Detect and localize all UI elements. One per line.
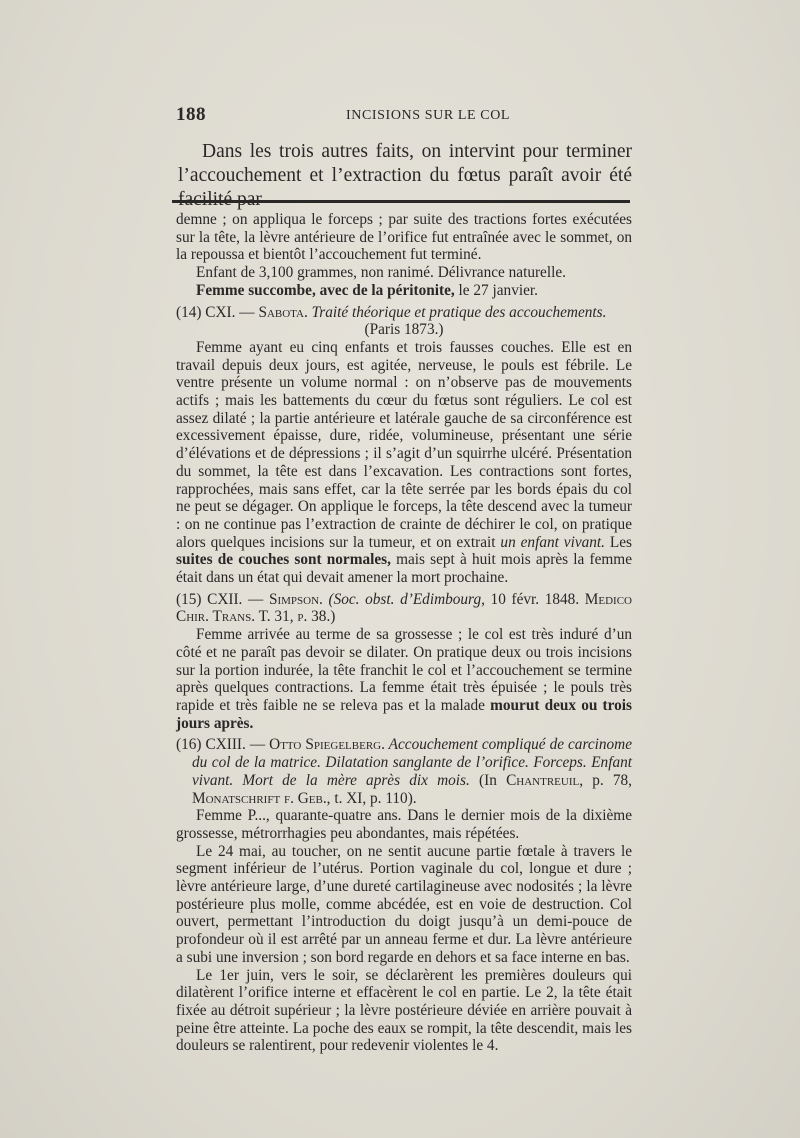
case-16-ref-page: p. 78, bbox=[583, 771, 632, 789]
case-15-text: Femme arrivée au terme de sa grossesse ; le col est très induré d’un côté et ne paraît pas devoir se dilater. On pratique deux ou trois incisions sur la portion indurée, la tête franchit le col et l’accouchement se termine après quelques contractions. La femme était très épuisée ; le pouls très rapide et très faible ne se releva pas et la malade bbox=[176, 626, 632, 714]
case-15-source: (Soc. obst. d’Edimbourg, bbox=[322, 590, 485, 608]
page-number: 188 bbox=[176, 104, 206, 125]
case-16-heading bbox=[176, 736, 632, 807]
running-title: INCISIONS SUR LE COL bbox=[346, 108, 511, 123]
overlapping-page-text: Dans les trois autres faits, on intervint pour terminer l’accouchement et l’extraction du fœtus paraît avoir été facilité par bbox=[178, 141, 632, 210]
case-14-mid: Les bbox=[604, 533, 632, 551]
case-14-title: Traité théorique et pratique des accouchements. bbox=[307, 303, 607, 321]
case-14-heading bbox=[176, 304, 632, 322]
outcome-date: le 27 janvier. bbox=[454, 281, 538, 299]
continuation-paragraph: demne ; on appliqua le forceps ; par suite des tractions fortes exécutées sur la tête, la lèvre antérieure de l’orifice fut entraînée avec le sommet, on la repoussa et bientôt l’accouchement fut terminé. bbox=[176, 211, 632, 264]
page-body bbox=[176, 211, 632, 1055]
case-14-paragraph bbox=[176, 339, 632, 587]
case-16-title: Accouchement compliqué de carcinome du col de la matrice. Dilatation sanglante de l’orifice. Forceps. Enfant vivant. Mort de la mère après dix mois. bbox=[192, 736, 632, 789]
case-14-text: Femme ayant eu cinq enfants et trois fausses couches. Elle est en travail depuis deux jours, est agitée, nerveuse, le pouls est fébrile. Le ventre présente un volume normal : on n’observe pas de mouvements actifs ; mais les battements du cœur du fœtus sont réguliers. Le col est assez dilaté ; la partie antérieure et latérale gauche de sa circonférence est excessivement épaisse, dure, ridée, volumineuse, présentant une série d’élévations et de dépressions ; il s’agit d’un squirrhe ulcéré. Présentation du sommet, la tête est dans l’excavation. Les contractions sont fortes, rapprochées, mais sans effet, car la tête serrée par les bords épais du col ne peut se dégager. On applique le forceps, la tête descend avec la tumeur : on ne continue pas l’extraction de crainte de déchirer le col, on pratique alors quelques incisions sur la tumeur, et on extrait bbox=[176, 338, 632, 551]
case-15-heading bbox=[176, 591, 632, 626]
page-edge-rule bbox=[172, 200, 630, 203]
case-14-italic: un enfant vivant. bbox=[500, 533, 605, 551]
infant-note: Enfant de 3,100 grammes, non ranimé. Délivrance naturelle. bbox=[196, 264, 566, 282]
case-16-number: (16) CXIII. — bbox=[176, 736, 270, 754]
case-14-place: (Paris 1873.) bbox=[364, 321, 444, 339]
page-header bbox=[176, 104, 628, 126]
case-14-author: Sabota. bbox=[258, 303, 308, 321]
case-15-paragraph bbox=[176, 626, 632, 732]
case-16-paragraph-1: Femme P..., quarante-quatre ans. Dans le dernier mois de la dixième grossesse, métrorrhagies peu abondantes, mais répétées. bbox=[176, 807, 632, 842]
case-16-ref-journal: Monatschrift f. Geb., bbox=[192, 789, 331, 807]
case-15-number: (15) CXII. — bbox=[176, 590, 269, 608]
case-16-paragraph-3: Le 1er juin, vers le soir, se déclarèrent les premières douleurs qui dilatèrent l’orifice interne et effacèrent le col en partie. Le 2, la tête était fixée au détroit supérieur ; la lèvre postérieure déviée en arrière pouvait à peine être atteinte. La poche des eaux se rompit, la tête descendit, mais les douleurs se ralentirent, pour redevenir violentes le 4. bbox=[176, 966, 632, 1055]
case-15-bold: mourut deux ou trois jours après. bbox=[176, 696, 632, 732]
case-15-journal: Medico Chir. Trans. T. 31, p. 38.) bbox=[176, 590, 632, 626]
case-14-end: mais sept à huit mois après la femme était dans un état qui devait amener la mort prochaine. bbox=[176, 551, 632, 587]
case-16-author: Otto Spiegelberg. bbox=[269, 736, 385, 754]
case-16-ref-in: (In bbox=[469, 771, 507, 789]
case-14-bold: suites de couches sont normales, bbox=[176, 551, 391, 569]
case-14-number: (14) CXI. — bbox=[176, 303, 259, 321]
case-16-paragraph-2: Le 24 mai, au toucher, on ne sentit aucune partie fœtale à travers le segment inférieur de l’utérus. Portion vaginale du col, longue et dure ; lèvre antérieure large, d’une dureté cartilagineuse avec nodosités ; la lèvre postérieure plus molle, comme abcédée, est en voie de destruction. Col ouvert, permettant l’introduction du doigt jusqu’à un demi-pouce de profondeur où il est arrêté par un anneau ferme et dur. La lèvre antérieure a subi une inversion ; son bord regarde en dehors et sa face interne en bas. bbox=[176, 842, 632, 966]
case-15-author: Simpson. bbox=[268, 590, 323, 608]
case-16-ref-author: Chantreuil, bbox=[506, 771, 584, 789]
outcome-line bbox=[176, 282, 632, 300]
case-16-ref-tail: t. XI, p. 110). bbox=[330, 789, 417, 807]
case-15-date: 10 févr. 1848. bbox=[484, 590, 585, 608]
outcome-bold: Femme succombe, avec de la péritonite, bbox=[196, 281, 455, 299]
